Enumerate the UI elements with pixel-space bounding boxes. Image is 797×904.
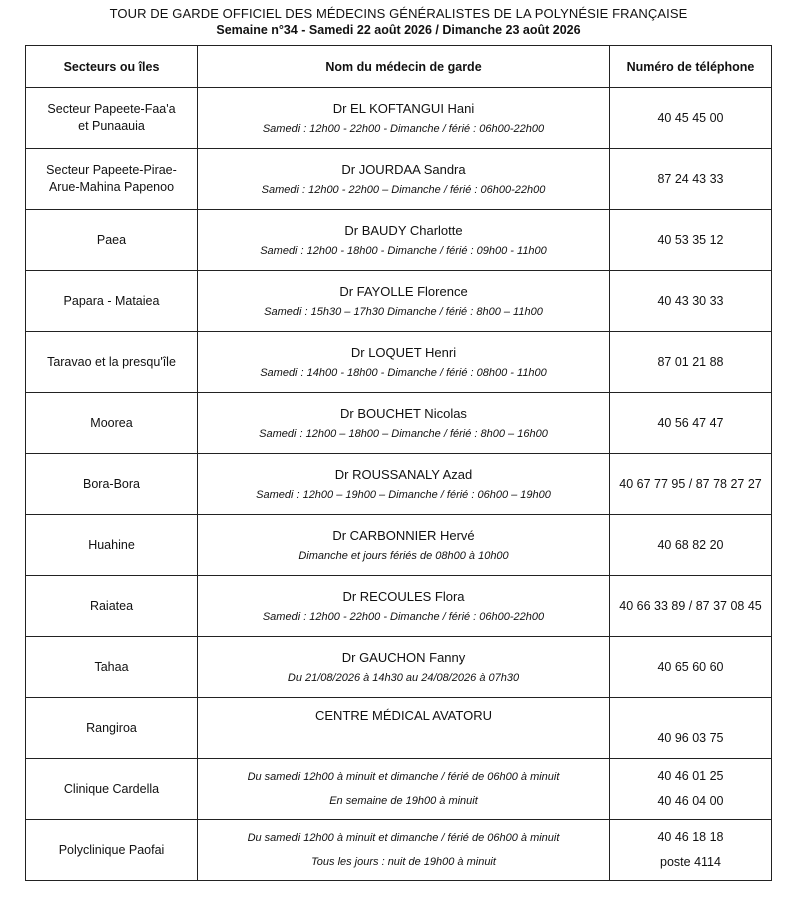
sector-cell [26,210,198,271]
document-subtitle: Semaine n°34 - Samedi 22 août 2026 / Dimanche 23 août 2026 [216,23,581,37]
phone-cell [610,271,772,332]
phone-cell [610,149,772,210]
on-call-hours: Dimanche et jours fériés de 08h00 à 10h00 [298,549,509,562]
doctor-cell [198,210,610,271]
sector-cell [26,454,198,515]
on-call-hours: Samedi : 14h00 - 18h00 - Dimanche / férié : 08h00 - 11h00 [260,366,547,379]
doctor-cell [198,637,610,698]
table-row [26,698,772,759]
column-header-doctor: Nom du médecin de garde [198,46,610,88]
document-header [0,0,797,38]
table-row [26,271,772,332]
sector-name: Rangiroa [86,720,137,735]
phone-cell [610,698,772,759]
table-row [26,759,772,820]
sector-cell [26,332,198,393]
sector-cell [26,698,198,759]
on-call-hours: Samedi : 12h00 – 18h00 – Dimanche / férié : 8h00 – 16h00 [259,427,548,440]
doctor-name: Dr JOURDAA Sandra [341,161,466,177]
column-header-sector: Secteurs ou îles [26,46,198,88]
sector-cell [26,820,198,881]
table-row [26,88,772,149]
sector-name: Arue-Mahina Papenoo [48,180,175,194]
doctor-name: CENTRE MÉDICAL AVATORU [315,707,492,723]
on-call-hours: Tous les jours : nuit de 19h00 à minuit [311,856,496,868]
sector-name: Polyclinique Paofai [58,842,165,857]
table-header-row [26,46,772,88]
doctor-name: Dr RECOULES Flora [342,588,465,604]
sector-name: Huahine [88,537,135,552]
phone-number: 40 46 01 25 [657,769,724,783]
sector-cell [26,759,198,820]
phone-number: 40 46 18 18 [657,830,724,844]
phone-number: 40 67 77 95 / 87 78 27 27 [619,476,762,491]
sector-name: Clinique Cardella [63,781,160,796]
doctor-cell [198,454,610,515]
sector-name: Secteur Papeete-Faa'a [47,102,176,116]
sector-name: Secteur Papeete-Pirae- [46,163,177,177]
sector-cell [26,88,198,149]
sector-cell [26,515,198,576]
sector-cell [26,393,198,454]
doctor-name: Dr EL KOFTANGUI Hani [332,100,475,116]
sector-name: Raiatea [89,598,134,613]
phone-number: 40 96 03 75 [657,730,724,745]
doctor-cell [198,271,610,332]
doctor-name: Dr BOUCHET Nicolas [340,405,467,421]
doctor-cell [198,759,610,820]
sector-cell [26,637,198,698]
on-call-hours: En semaine de 19h00 à minuit [329,795,478,807]
phone-number: 40 65 60 60 [657,659,724,674]
phone-cell [610,332,772,393]
phone-cell [610,576,772,637]
table-row [26,637,772,698]
phone-extension: poste 4114 [660,855,721,869]
doctor-cell [198,698,610,759]
doctor-name: Dr GAUCHON Fanny [341,649,466,665]
doctor-cell [198,820,610,881]
doctor-cell [198,149,610,210]
on-call-hours: Samedi : 12h00 – 19h00 – Dimanche / férié : 06h00 – 19h00 [256,488,551,501]
phone-cell [610,820,772,881]
on-call-hours: Du samedi 12h00 à minuit et dimanche / férié de 06h00 à minuit [247,832,560,844]
doctor-cell [198,576,610,637]
phone-number: 40 68 82 20 [657,537,724,552]
phone-number: 40 43 30 33 [657,293,724,308]
doctor-name: Dr BAUDY Charlotte [344,222,463,238]
phone-cell [610,210,772,271]
on-call-hours: Samedi : 15h30 – 17h30 Dimanche / férié : 8h00 – 11h00 [264,305,543,318]
doctor-cell [198,332,610,393]
sector-cell [26,576,198,637]
document-title: TOUR DE GARDE OFFICIEL DES MÉDECINS GÉNÉRALISTES DE LA POLYNÉSIE FRANÇAISE [109,6,688,21]
table-row [26,576,772,637]
doctor-name: Dr LOQUET Henri [350,344,457,360]
table-row [26,210,772,271]
sector-name: Papara - Mataiea [63,293,160,308]
table-row [26,454,772,515]
sector-name: Taravao et la presqu'île [47,354,176,369]
doctor-cell [198,515,610,576]
table-row [26,149,772,210]
on-call-hours: Samedi : 12h00 - 18h00 - Dimanche / férié : 09h00 - 11h00 [260,244,547,257]
on-call-table [25,45,772,881]
on-call-hours: Samedi : 12h00 - 22h00 - Dimanche / férié : 06h00-22h00 [262,610,545,623]
on-call-hours: Samedi : 12h00 - 22h00 - Dimanche / férié : 06h00-22h00 [262,122,545,135]
phone-cell [610,515,772,576]
sector-name: et Punaauia [78,119,145,133]
phone-cell [610,393,772,454]
doctor-name: Dr CARBONNIER Hervé [332,527,475,543]
phone-number: 40 45 45 00 [657,110,724,125]
phone-number: 87 24 43 33 [657,171,724,186]
sector-cell [26,149,198,210]
phone-cell [610,454,772,515]
sector-cell [26,271,198,332]
doctor-cell [198,88,610,149]
sector-name: Tahaa [94,659,129,674]
phone-number: 40 56 47 47 [657,415,724,430]
table-row [26,393,772,454]
phone-cell [610,759,772,820]
on-call-hours: Samedi : 12h00 - 22h00 – Dimanche / férié : 06h00-22h00 [261,183,546,196]
doctor-name: Dr ROUSSANALY Azad [334,466,473,482]
column-header-phone: Numéro de téléphone [610,46,772,88]
phone-cell [610,88,772,149]
table-row [26,820,772,881]
phone-cell [610,637,772,698]
on-call-hours: Du 21/08/2026 à 14h30 au 24/08/2026 à 07h30 [287,671,520,684]
sector-name: Paea [96,232,127,247]
table-row [26,515,772,576]
on-call-hours: Du samedi 12h00 à minuit et dimanche / férié de 06h00 à minuit [247,771,560,783]
sector-name: Bora-Bora [83,476,140,491]
sector-name: Moorea [90,415,133,430]
phone-number: 40 66 33 89 / 87 37 08 45 [619,598,762,613]
phone-number: 87 01 21 88 [657,354,724,369]
doctor-name: Dr FAYOLLE Florence [339,283,468,299]
doctor-cell [198,393,610,454]
table-row [26,332,772,393]
phone-number: 40 46 04 00 [657,794,724,808]
phone-number: 40 53 35 12 [657,232,724,247]
